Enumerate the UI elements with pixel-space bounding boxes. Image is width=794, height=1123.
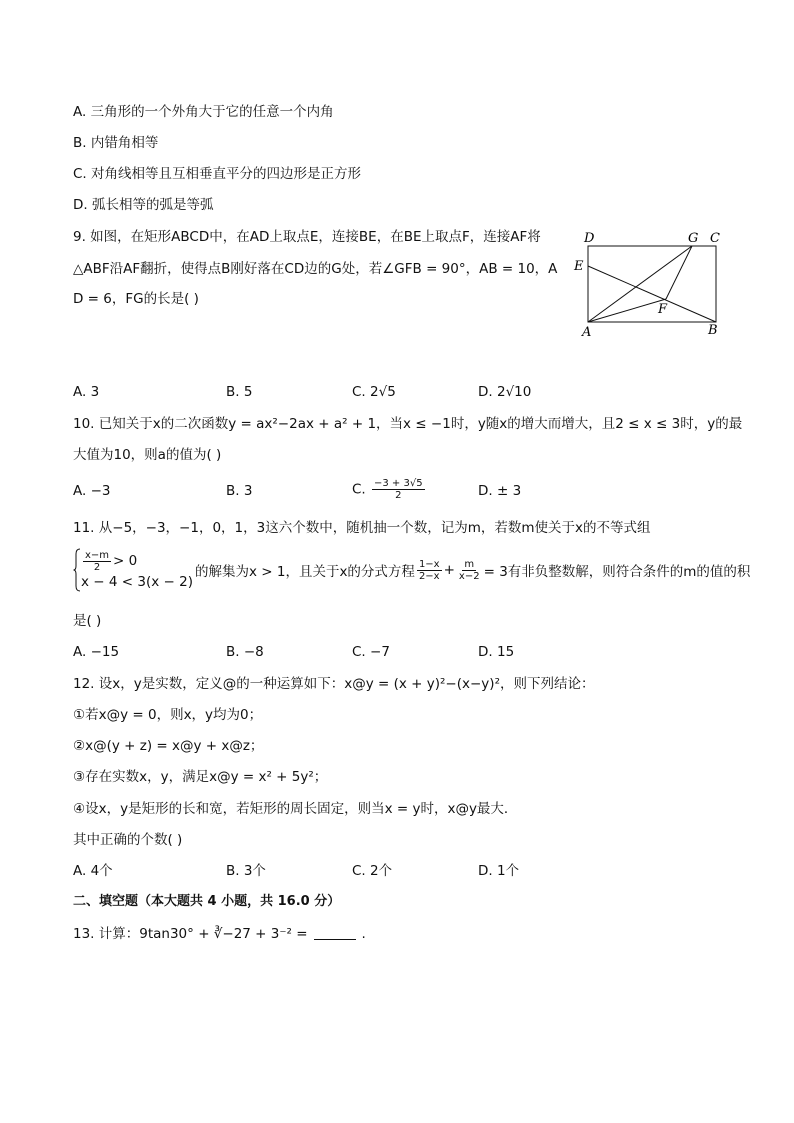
- q13-line: [73, 925, 366, 943]
- q10-option-b: B. 3: [226, 483, 253, 499]
- label-e: E: [574, 259, 584, 274]
- sys1-fraction: $\frac{x-m}{2}$: [85, 549, 110, 573]
- q9-line-2: △ABF沿AF翻折，使得点B刚好落在CD边的G处，若∠GFB = 90°，AB = 10，A: [73, 261, 558, 277]
- q11-option-b: B. −8: [226, 644, 264, 660]
- q9-line-1: 9. 如图，在矩形ABCD中，在AD上取点E，连接BE，在BE上取点F，连接AF将: [73, 229, 541, 245]
- segment-ag: [588, 246, 692, 322]
- q11-option-c: C. −7: [352, 644, 390, 660]
- q10-line-2: 大值为10，则a的值为( ): [73, 447, 222, 463]
- q9-option-c: C. 2√5: [352, 384, 396, 400]
- q11-system-row: [73, 548, 750, 592]
- segment-fg: [666, 246, 692, 299]
- q12-statement-2: ②x@(y + z) = x@y + x@z；: [73, 738, 264, 754]
- q9-option-b: B. 5: [226, 384, 253, 400]
- q10-option-d: D. ± 3: [478, 483, 522, 499]
- q12-option-c: C. 2个: [352, 863, 393, 879]
- q11-line-2a: 的解集为x > 1，且关于x的分式方程: [194, 564, 415, 580]
- q9-option-d: D. 2√10: [478, 384, 532, 400]
- q8-option-a: A. 三角形的一个外角大于它的任意一个内角: [73, 104, 334, 120]
- inequality-system: [81, 550, 193, 591]
- q11-frac-2: $\frac{m}{x-2}$: [458, 558, 480, 582]
- label-g: G: [688, 231, 699, 246]
- q11-line-2b: = 3有非负整数解，则符合条件的m的值的积: [483, 564, 751, 580]
- plus-sign: +: [443, 562, 455, 578]
- q11-line-1: 11. 从−5，−3，−1，0，1，3这六个数中，随机抽一个数，记为m，若数m使关于x的不等式组: [73, 520, 651, 536]
- q10-line-1: 10. 已知关于x的二次函数y = ax²−2ax + a² + 1，当x ≤ −1时，y随x的增大而增大，且2 ≤ x ≤ 3时，y的最: [73, 416, 743, 432]
- sys1-rest: > 0: [113, 553, 138, 569]
- q10-option-a: A. −3: [73, 483, 111, 499]
- q12-statement-3: ③存在实数x，y，满足x@y = x² + 5y²；: [73, 769, 328, 785]
- q11-frac-1: $\frac{1-x}{2-x}$: [418, 558, 440, 582]
- q12-statement-1: ①若x@y = 0，则x，y均为0；: [73, 707, 263, 723]
- q12-option-b: B. 3个: [226, 863, 266, 879]
- q10-option-c: C. $\frac{-3 + 3√5}{2}$: [352, 478, 423, 501]
- q9-rectangle-figure: [574, 228, 728, 340]
- q12-question: 其中正确的个数( ): [73, 832, 183, 848]
- q10-option-c-fraction: $\frac{-3 + 3√5}{2}$: [374, 478, 423, 501]
- q9-line-3: D = 6，FG的长是( ): [73, 291, 199, 307]
- label-a: A: [582, 325, 592, 340]
- q12-line-1: 12. 设x，y是实数，定义@的一种运算如下：x@y = (x + y)²−(x−y)²，则下列结论：: [73, 676, 595, 692]
- q8-option-c: C. 对角线相等且互相垂直平分的四边形是正方形: [73, 166, 362, 182]
- segment-eb: [588, 266, 716, 322]
- q11-option-d: D. 15: [478, 644, 515, 660]
- label-b: B: [708, 323, 718, 338]
- q12-statement-4: ④设x，y是矩形的长和宽，若矩形的周长固定，则当x = y时，x@y最大．: [73, 801, 518, 817]
- section-heading-fill-in: 二、填空题（本大题共 4 小题，共 16.0 分）: [73, 894, 341, 909]
- q13-suffix: .: [361, 926, 366, 942]
- brace-icon: [73, 548, 81, 592]
- segment-af: [588, 299, 666, 322]
- q12-option-a: A. 4个: [73, 863, 113, 879]
- label-f: F: [658, 302, 668, 317]
- q11-option-a: A. −15: [73, 644, 120, 660]
- q8-option-b: B. 内错角相等: [73, 135, 159, 151]
- label-d: D: [584, 231, 595, 246]
- label-c: C: [710, 231, 720, 246]
- q13-prefix: 13. 计算：9tan30° + ∛−27 + 3⁻² =: [73, 926, 308, 942]
- sys2: x − 4 < 3(x − 2): [81, 573, 193, 590]
- q9-option-a: A. 3: [73, 384, 100, 400]
- q11-line-3: 是( ): [73, 613, 102, 629]
- q13-answer-blank[interactable]: [314, 925, 356, 940]
- q8-option-d: D. 弧长相等的弧是等弧: [73, 197, 214, 213]
- q12-option-d: D. 1个: [478, 863, 520, 879]
